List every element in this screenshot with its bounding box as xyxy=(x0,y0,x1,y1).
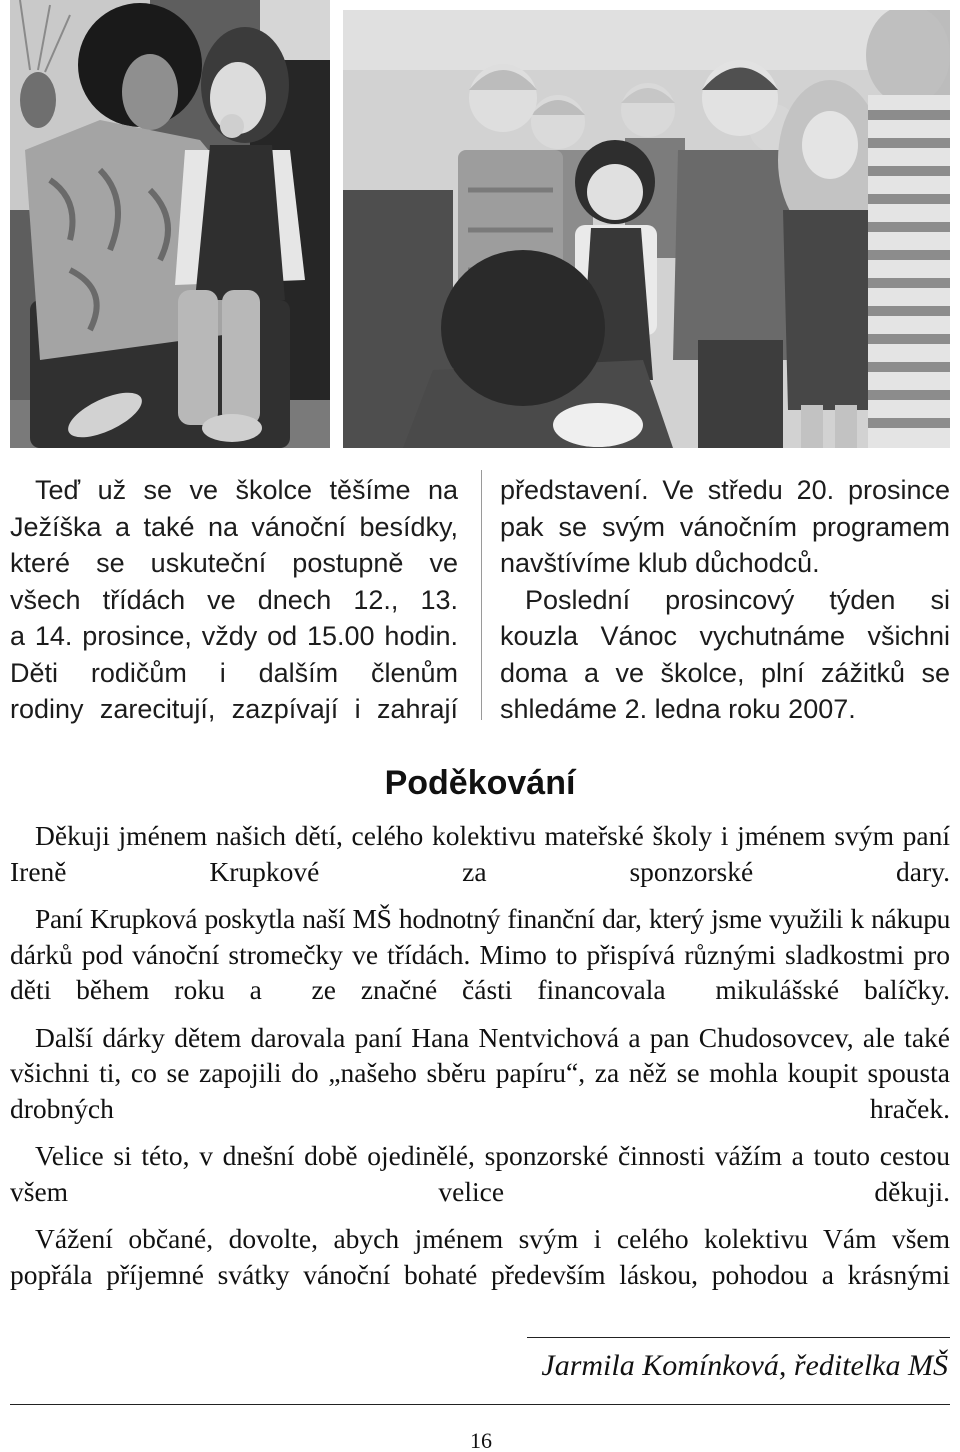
vase xyxy=(20,72,56,128)
thanks-paragraph xyxy=(10,1020,950,1127)
announcement-line: Ježíška a také na vánoční besídky, xyxy=(10,511,458,542)
blonde-girl-leg xyxy=(801,405,823,448)
paragraph-line: dárků pod vánoční stromečky ve třídách. Mimo to přispívá různými sladkostmi pro xyxy=(10,938,950,970)
shirt-stripe xyxy=(868,138,950,148)
thanks-paragraph xyxy=(10,1221,950,1292)
announcement-line: představení. Ve středu 20. prosince xyxy=(500,475,950,505)
signature: Jarmila Komínková, ředitelka MŠ xyxy=(541,1349,948,1382)
thanks-paragraph xyxy=(10,1138,950,1209)
shirt-stripe xyxy=(868,334,950,344)
footer-rule xyxy=(10,1404,950,1405)
photo-children-group xyxy=(343,10,950,448)
child-hand xyxy=(220,114,244,138)
blonde-girl-face xyxy=(802,111,858,179)
shirt-stripe xyxy=(868,222,950,232)
paragraph-line: všem velice děkuji. xyxy=(10,1175,950,1207)
announcement-line: navštívíme klub důchodců. xyxy=(500,548,820,578)
shirt-stripe xyxy=(868,362,950,372)
thanks-paragraph xyxy=(10,901,950,1008)
shirt-stripe xyxy=(868,418,950,428)
signature-rule xyxy=(527,1337,950,1338)
child-leg xyxy=(222,290,260,425)
announcement-right-column xyxy=(500,472,950,728)
child-shoe xyxy=(202,414,262,442)
blonde-girl-leg xyxy=(835,405,857,448)
paragraph-line: popřála příjemné svátky vánoční bohaté především láskou, pohodou a krásnými xyxy=(10,1258,950,1290)
page-number: 16 xyxy=(470,1428,492,1452)
blonde-girl-dress xyxy=(783,210,878,410)
photo-teacher-with-child xyxy=(10,0,330,448)
paragraph-line: drobných hraček. xyxy=(10,1092,950,1124)
paragraph-line: Vážení občané, dovolte, abych jménem svým i celého kolektivu Vám všem xyxy=(35,1223,950,1254)
announcement-paragraph xyxy=(500,472,950,582)
paragraph-line: Děkuji jménem našich dětí, celého kolektivu mateřské školy i jménem svým paní xyxy=(35,820,950,851)
paragraph-line: všichni ti, co se zapojili do „našeho sběru papíru“, za něž se mohla koupit spousta xyxy=(10,1057,950,1088)
shirt-stripe xyxy=(868,306,950,316)
shirt-stripe xyxy=(868,390,950,400)
shirt-stripe xyxy=(868,110,950,120)
announcement-line: pak se svým vánočním programem xyxy=(500,511,950,542)
child-leg xyxy=(178,290,218,425)
shirt-stripe xyxy=(868,194,950,204)
announcement-line: všech třídách ve dnech 12., 13. xyxy=(10,584,458,615)
announcement-line: Poslední prosincový týden si xyxy=(525,584,950,615)
gift-bag xyxy=(553,403,643,447)
thanks-body xyxy=(10,818,950,1292)
announcement-line: doma a ve školce, plní zážitků se xyxy=(500,657,950,688)
announcement-line: Děti rodičům i dalším členům xyxy=(10,657,458,688)
section-heading: Poděkování xyxy=(384,764,576,802)
announcement-line: které se uskuteční postupně ve xyxy=(10,548,458,578)
shirt-stripe xyxy=(868,250,950,260)
paragraph-line: děti během roku a ze značné části financovala mikulášské balíčky. xyxy=(10,974,950,1005)
shirt-stripe xyxy=(868,166,950,176)
shirt-stripe xyxy=(868,278,950,288)
tall-boy-pants xyxy=(698,340,783,448)
paragraph-line: Paní Krupková poskytla naší MŠ hodnotný finanční dar, který jsme využili k nákupu xyxy=(35,903,950,934)
woman-face xyxy=(122,54,178,130)
child-pinafore xyxy=(195,145,285,300)
paragraph-line: Velice si této, v dnešní době ojedinělé, sponzorské činnosti vážím a touto cestou xyxy=(35,1140,950,1171)
announcement-line: kouzla Vánoc vychutnáme všichni xyxy=(500,621,950,651)
woman-head xyxy=(441,250,605,406)
announcement-line: rodiny zarecitují, zazpívají i zahrají xyxy=(10,694,458,724)
paragraph-line: Další dárky dětem darovala paní Hana Nentvichová a pan Chudosovcev, ale také xyxy=(35,1021,950,1053)
announcement-line: shledáme 2. ledna roku 2007. xyxy=(500,694,856,724)
thanks-paragraph xyxy=(10,818,950,889)
girl-face xyxy=(587,164,643,220)
announcement-line: Teď už se ve školce těšíme na xyxy=(35,475,458,505)
column-separator xyxy=(481,470,482,720)
upper-wall xyxy=(343,10,950,70)
announcement-left-column xyxy=(10,472,458,728)
paragraph-line: Ireně Krupkové za sponzorské dary. xyxy=(10,855,950,887)
announcement-line: a 14. prosince, vždy od 15.00 hodin. xyxy=(10,621,458,651)
announcement-paragraph xyxy=(500,582,950,728)
